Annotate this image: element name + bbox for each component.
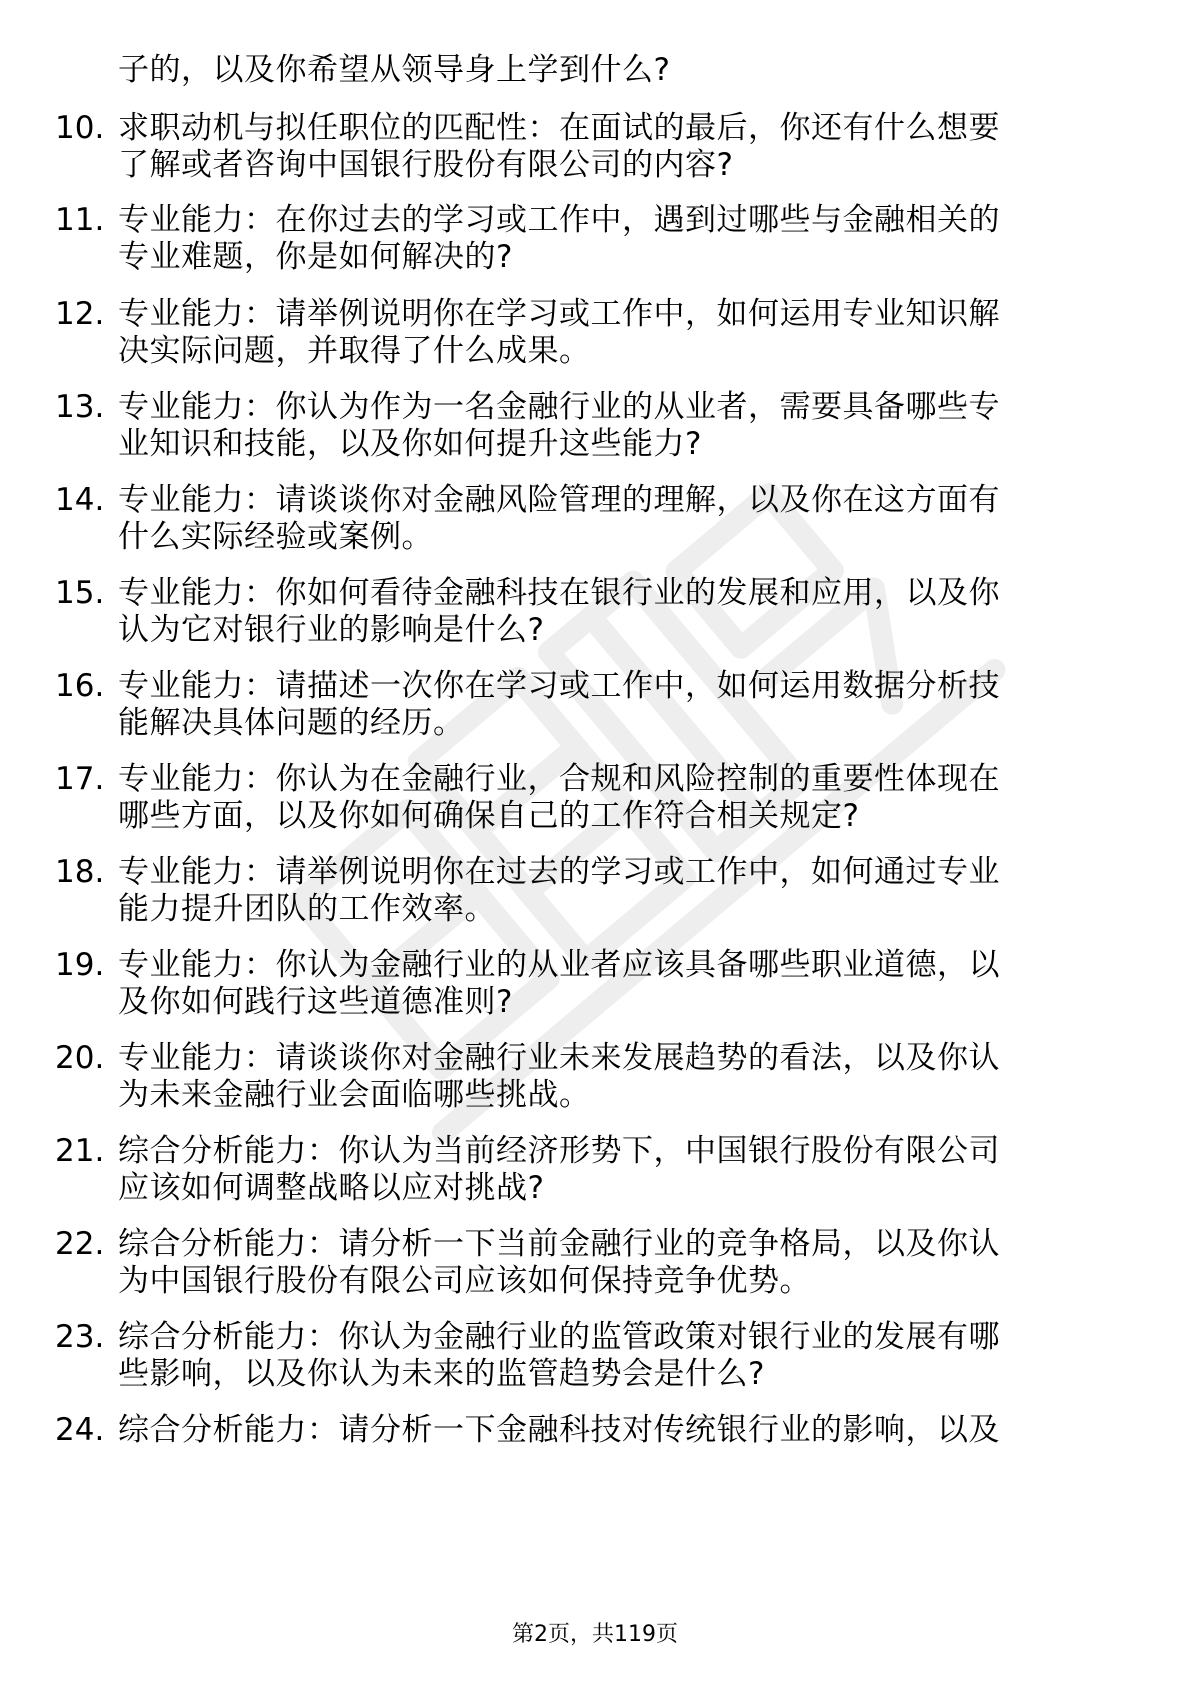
item-text-line: 应该如何调整战略以应对挑战?: [118, 1170, 545, 1206]
item-number: 11.: [55, 202, 105, 238]
lead-line: 子的，以及你希望从领导身上学到什么?: [118, 52, 671, 88]
item-text-line: 决实际问题，并取得了什么成果。: [118, 333, 591, 369]
item-text-line: 专业能力：你认为作为一名金融行业的从业者，需要具备哪些专: [118, 389, 1000, 425]
item-number: 15.: [55, 575, 105, 611]
item-number: 16.: [55, 668, 105, 704]
item-text-line: 专业能力：请谈谈你对金融风险管理的理解，以及你在这方面有: [118, 482, 1000, 518]
item-text-line: 能力提升团队的工作效率。: [118, 891, 496, 927]
item-text-line: 专业难题，你是如何解决的?: [118, 239, 513, 275]
item-text-line: 为未来金融行业会面临哪些挑战。: [118, 1077, 591, 1113]
item-number: 19.: [55, 947, 105, 983]
item-text-line: 了解或者咨询中国银行股份有限公司的内容?: [118, 147, 734, 183]
item-text-line: 专业能力：请描述一次你在学习或工作中，如何运用数据分析技: [118, 668, 1000, 704]
item-text-line: 及你如何践行这些道德准则?: [118, 984, 513, 1020]
item-text-line: 专业能力：请谈谈你对金融行业未来发展趋势的看法，以及你认: [118, 1040, 1000, 1076]
item-text-line: 哪些方面，以及你如何确保自己的工作符合相关规定?: [118, 798, 860, 834]
item-text-line: 专业能力：你认为金融行业的从业者应该具备哪些职业道德，以: [118, 947, 1000, 983]
item-text-line: 为中国银行股份有限公司应该如何保持竞争优势。: [118, 1263, 811, 1299]
page-footer: 第2页，共119页: [512, 1622, 678, 1647]
item-number: 21.: [55, 1133, 105, 1169]
item-text-line: 专业能力：请举例说明你在学习或工作中，如何运用专业知识解: [118, 296, 1000, 332]
item-number: 23.: [55, 1319, 105, 1355]
item-number: 14.: [55, 482, 105, 518]
item-text-line: 专业能力：你认为在金融行业，合规和风险控制的重要性体现在: [118, 761, 1000, 797]
item-text-line: 些影响，以及你认为未来的监管趋势会是什么?: [118, 1356, 765, 1392]
item-text-line: 求职动机与拟任职位的匹配性：在面试的最后，你还有什么想要: [118, 110, 1000, 146]
item-text-line: 综合分析能力：你认为当前经济形势下，中国银行股份有限公司: [118, 1133, 1000, 1169]
item-number: 13.: [55, 389, 105, 425]
item-text-line: 综合分析能力：请分析一下金融科技对传统银行业的影响，以及: [118, 1412, 1000, 1448]
item-number: 20.: [55, 1040, 105, 1076]
item-text-line: 专业能力：你如何看待金融科技在银行业的发展和应用，以及你: [118, 575, 1000, 611]
item-number: 18.: [55, 854, 105, 890]
item-number: 10.: [55, 110, 105, 146]
item-number: 22.: [55, 1226, 105, 1262]
item-text-line: 什么实际经验或案例。: [118, 519, 433, 555]
item-text-line: 能解决具体问题的经历。: [118, 705, 465, 741]
item-text-line: 认为它对银行业的影响是什么?: [118, 612, 545, 648]
item-text-line: 综合分析能力：你认为金融行业的监管政策对银行业的发展有哪: [118, 1319, 1000, 1355]
item-text-line: 专业能力：在你过去的学习或工作中，遇到过哪些与金融相关的: [118, 202, 1000, 238]
item-text-line: 业知识和技能，以及你如何提升这些能力?: [118, 426, 702, 462]
item-number: 12.: [55, 296, 105, 332]
item-text-line: 专业能力：请举例说明你在过去的学习或工作中，如何通过专业: [118, 854, 1000, 890]
item-number: 24.: [55, 1412, 105, 1448]
item-number: 17.: [55, 761, 105, 797]
item-text-line: 综合分析能力：请分析一下当前金融行业的竞争格局，以及你认: [118, 1226, 1000, 1262]
